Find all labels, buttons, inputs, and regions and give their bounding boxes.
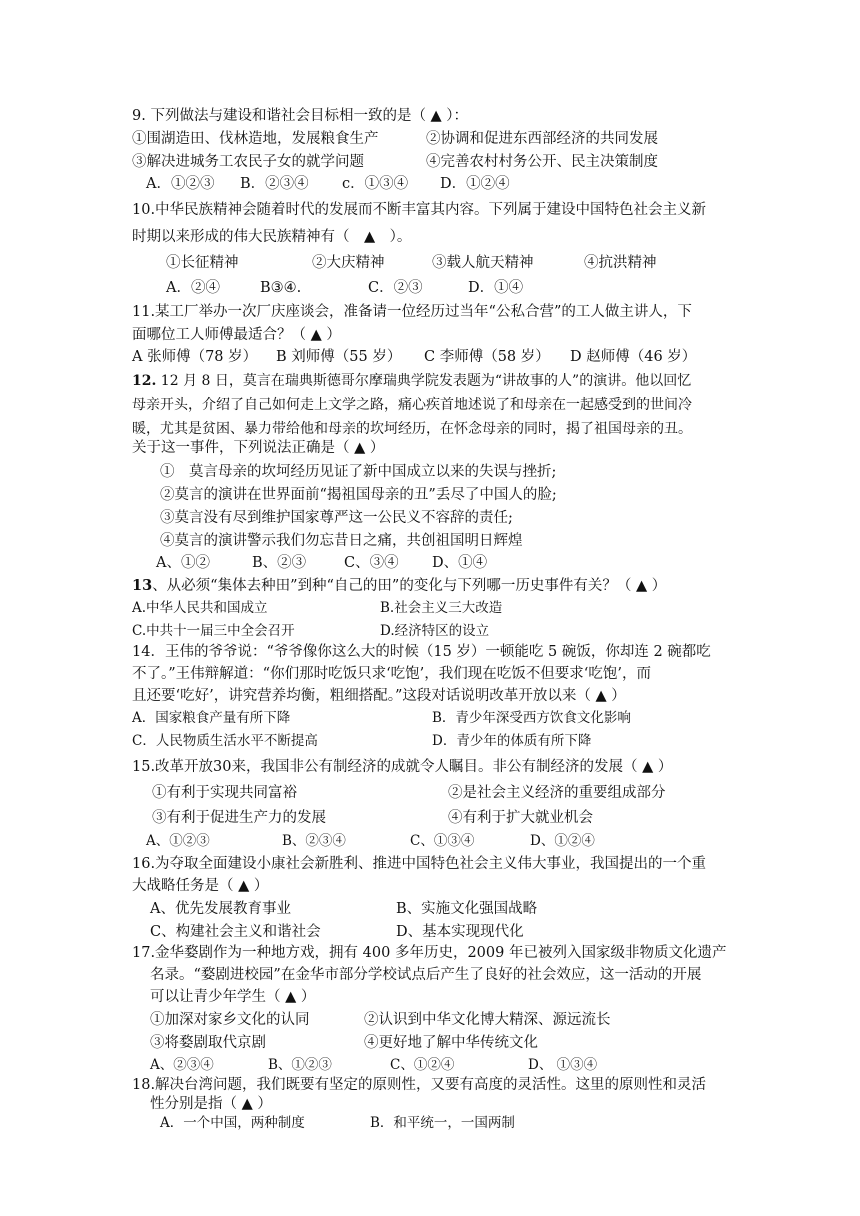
q16-option-a: A、优先发展教育事业 xyxy=(150,901,291,917)
q9-option-c: c．①③④ xyxy=(342,176,409,192)
q13-option-b: B.社会主义三大改造 xyxy=(380,600,503,616)
q15-option-c: C、①③④ xyxy=(410,833,475,849)
q12-option-a: A、①② xyxy=(156,555,210,571)
q9-option-a: A．①②③ xyxy=(146,176,215,192)
q9-option-b: B．②③④ xyxy=(240,176,309,192)
q17-statement-4: ④更好地了解中华传统文化 xyxy=(364,1035,538,1051)
q13-option-d: D.经济特区的设立 xyxy=(380,623,490,639)
q13-stem xyxy=(132,579,666,594)
q15-option-a: A、①②③ xyxy=(146,833,210,849)
q9-statement-1: ①围湖造田、伐林造地，发展粮食生产 xyxy=(132,131,379,147)
q17-statement-3: ③将婺剧取代京剧 xyxy=(150,1035,266,1051)
q16-stem-line-1: 16.为夺取全面建设小康社会新胜利、推进中国特色社会主义伟大事业，我国提出的一个重 xyxy=(132,856,707,872)
q12-statement-1: ① 莫言母亲的坎坷经历见证了新中国成立以来的失误与挫折; xyxy=(160,464,557,480)
q13-number: 13 xyxy=(132,577,153,594)
q12-option-b: B、②③ xyxy=(252,555,307,571)
q18-option-b: B．和平统一，一国两制 xyxy=(370,1115,515,1131)
q10-statement-1: ①长征精神 xyxy=(166,255,239,271)
q12-stem-text: 12 月 8 日，莫言在瑞典斯德哥尔摩瑞典学院发表题为“讲故事的人”的演讲。他以回忆 xyxy=(156,373,692,389)
q12-statement-2: ②莫言的演讲在世界面前“揭祖国母亲的丑”丢尽了中国人的脸; xyxy=(160,487,557,503)
q17-option-d: D、 ①③④ xyxy=(528,1057,598,1073)
q9-option-d: D．①②④ xyxy=(440,176,510,192)
q16-option-c: C、构建社会主义和谐社会 xyxy=(150,924,321,940)
q14-option-d: D．青少年的体质有所下降 xyxy=(432,733,592,749)
q11-option-a: A 张师傅（78 岁） xyxy=(132,349,258,365)
q9-statement-2: ②协调和促进东西部经济的共同发展 xyxy=(426,131,658,147)
q9-statement-4: ④完善农村村务公开、民主决策制度 xyxy=(426,154,658,170)
q15-option-b: B、②③④ xyxy=(282,833,346,849)
q17-option-c: C、①②④ xyxy=(390,1057,455,1073)
q10-option-c: C．②③ xyxy=(368,280,423,296)
q12-statement-3: ③莫言没有尽到维护国家尊严这一公民义不容辞的责任; xyxy=(160,510,513,526)
q18-stem-line-1: 18.解决台湾问题，我们既要有坚定的原则性，又要有高度的灵活性。这里的原则性和灵活 xyxy=(132,1077,707,1093)
q14-stem-line-2: 不了。”王伟辩解道：“你们那时吃饭只求‘吃饱’，我们现在吃饭不但要求‘吃饱’，而 xyxy=(132,666,652,682)
q11-option-b: B 刘师傅（55 岁） xyxy=(276,349,402,365)
q11-stem-line-2: 面哪位工人师傅最适合？（ ▲ ） xyxy=(132,327,341,343)
q17-statement-2: ②认识到中华文化博大精深、源远流长 xyxy=(364,1012,611,1028)
q14-option-a: A．国家粮食产量有所下降 xyxy=(132,710,291,726)
q11-option-d: D 赵师傅（46 岁） xyxy=(570,349,697,365)
q17-stem-line-2: 名录。“婺剧进校园”在金华市部分学校试点后产生了良好的社会效应，这一活动的开展 xyxy=(150,967,702,983)
q17-option-a: A、②③④ xyxy=(150,1057,214,1073)
q12-stem-line-4: 关于这一事件，下列说法正确是（ ▲ ） xyxy=(132,440,385,456)
q10-option-d: D．①④ xyxy=(468,280,524,296)
q12-stem-line-1 xyxy=(132,374,691,388)
q10-option-b: B③④. xyxy=(260,280,302,296)
q15-option-d: D、①②④ xyxy=(530,833,595,849)
q12-option-d: D、①④ xyxy=(432,555,488,571)
q13-option-c: C.中共十一届三中全会召开 xyxy=(132,623,295,639)
q15-statement-1: ①有利于实现共同富裕 xyxy=(152,785,297,801)
q17-statement-1: ①加深对家乡文化的认同 xyxy=(150,1012,310,1028)
q10-stem-line-1: 10.中华民族精神会随着时代的发展而不断丰富其内容。下列属于建设中国特色社会主义新 xyxy=(132,202,707,218)
q12-option-c: C、③④ xyxy=(344,555,399,571)
q15-statement-3: ③有利于促进生产力的发展 xyxy=(152,810,326,826)
q9-statement-3: ③解决进城务工农民子女的就学问题 xyxy=(132,154,364,170)
q12-number: 12. xyxy=(132,373,157,389)
q16-option-d: D、基本实现现代化 xyxy=(396,924,524,940)
q14-option-c: C．人民物质生活水平不断提高 xyxy=(132,733,318,749)
q12-stem-line-2: 母亲开头，介绍了自己如何走上文学之路，痛心疾首地述说了和母亲在一起感受到的世间冷 xyxy=(132,397,692,413)
q9-stem: 9. 下列做法与建设和谐社会目标相一致的是（ ▲ ）： xyxy=(132,108,469,124)
q10-statement-2: ②大庆精神 xyxy=(312,255,385,271)
q11-stem-line-1: 11.某工厂举办一次厂庆座谈会，准备请一位经历过当年“公私合营”的工人做主讲人，下 xyxy=(132,304,692,320)
q14-option-b: B．青少年深受西方饮食文化影响 xyxy=(432,710,631,726)
q18-stem-line-2: 性分别是指（ ▲ ） xyxy=(150,1096,272,1112)
q15-stem: 15.改革开放30来，我国非公有制经济的成就令人瞩目。非公有制经济的发展（ ▲ ） xyxy=(132,759,673,775)
q18-option-a: A．一个中国，两种制度 xyxy=(160,1115,305,1131)
q11-option-c: C 李师傅（58 岁） xyxy=(424,349,550,365)
q10-option-a: A．②④ xyxy=(166,280,220,296)
q17-stem-line-3: 可以让青少年学生（ ▲ ） xyxy=(150,989,316,1005)
q12-statement-4: ④莫言的演讲警示我们勿忘昔日之痛，共创祖国明日辉煌 xyxy=(160,533,523,549)
q15-statement-2: ②是社会主义经济的重要组成部分 xyxy=(448,785,666,801)
q10-statement-4: ④抗洪精神 xyxy=(584,255,657,271)
q10-statement-3: ③载人航天精神 xyxy=(432,255,534,271)
q14-stem-line-1: 14．王伟的爷爷说：“爷爷像你这么大的时候（15 岁）一顿能吃 5 碗饭，你却连 2 碗都吃 xyxy=(132,644,711,660)
q12-stem-line-3: 暖，尤其是贫困、暴力带给他和母亲的坎坷经历，在怀念母亲的同时，揭了祖国母亲的丑。 xyxy=(132,421,692,437)
q13-stem-text: 、从必须“集体去种田”到种“自己的田”的变化与下列哪一历史事件有关？（ ▲ ） xyxy=(152,578,667,594)
q17-option-b: B、①②③ xyxy=(268,1057,332,1073)
q14-stem-line-3: 且还要‘吃好’，讲究营养均衡，粗细搭配。”这段对话说明改革开放以来（ ▲ ） xyxy=(132,688,626,704)
q13-option-a: A.中华人民共和国成立 xyxy=(132,600,268,616)
q17-stem-line-1: 17.金华婺剧作为一种地方戏，拥有 400 多年历史，2009 年已被列入国家级非物质文化遗产 xyxy=(132,945,727,961)
q10-stem-line-2: 时期以来形成的伟大民族精神有（ ▲ ）。 xyxy=(132,229,412,245)
q15-statement-4: ④有利于扩大就业机会 xyxy=(448,810,593,826)
q16-stem-line-2: 大战略任务是（ ▲ ） xyxy=(132,878,269,894)
q16-option-b: B、实施文化强国战略 xyxy=(396,901,538,917)
